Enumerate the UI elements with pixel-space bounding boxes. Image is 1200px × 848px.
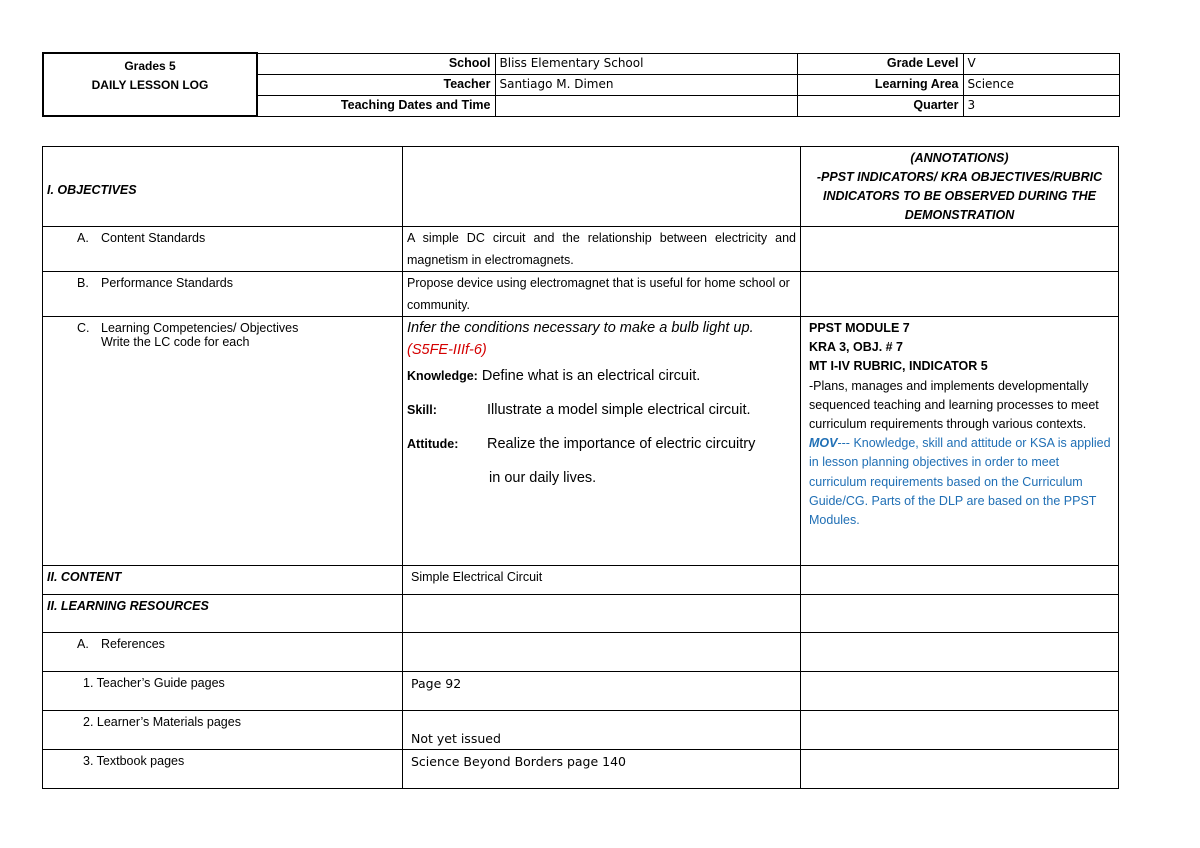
textbook-annotation xyxy=(801,750,1119,789)
quarter-value: 3 xyxy=(963,95,1119,116)
performance-standards-annotation xyxy=(801,272,1119,317)
content-value: Simple Electrical Circuit xyxy=(403,566,801,595)
attitude-value: Realize the importance of electric circuitry xyxy=(487,436,756,452)
learners-materials-value: Not yet issued xyxy=(403,711,801,750)
teacher-label: Teacher xyxy=(257,74,495,95)
learning-competencies-value xyxy=(403,317,801,566)
learning-area-label: Learning Area xyxy=(797,74,963,95)
lc-code: (S5FE-IIIf-6) xyxy=(407,342,487,358)
item-label: Content Standards xyxy=(101,231,206,245)
skill-label: Skill: xyxy=(407,403,437,417)
content-row xyxy=(43,566,1119,595)
knowledge-line xyxy=(407,365,796,387)
log-title xyxy=(43,53,257,116)
learning-competencies-annotation xyxy=(801,317,1119,566)
lc-statement: Infer the conditions necessary to make a bulb light up. xyxy=(407,320,754,336)
grade-title: Grades 5 xyxy=(124,59,176,73)
content-standards-label xyxy=(43,227,403,272)
references-row xyxy=(43,633,1119,672)
references-annotation xyxy=(801,633,1119,672)
skill-value: Illustrate a model simple electrical circuit. xyxy=(487,402,751,418)
teaching-dates-value xyxy=(495,95,797,116)
learning-resources-row xyxy=(43,595,1119,633)
learners-materials-row xyxy=(43,711,1119,750)
knowledge-value: Define what is an electrical circuit. xyxy=(481,368,701,384)
content-heading: II. CONTENT xyxy=(43,566,403,595)
teaching-dates-label: Teaching Dates and Time xyxy=(257,95,495,116)
item-marker: C. xyxy=(77,321,90,335)
item-label: References xyxy=(101,637,165,651)
kra-objective: KRA 3, OBJ. # 7 xyxy=(809,340,904,355)
teachers-guide-value: Page 92 xyxy=(403,672,801,711)
item-marker: B. xyxy=(77,276,89,290)
mov-label: MOV xyxy=(809,436,838,451)
content-annotation xyxy=(801,566,1119,595)
mov-text: --- Knowledge, skill and attitude or KSA is applied in lesson planning objectives in order to meet curriculum requirements based on the Curriculum Guide/CG. Parts of the DLP are based on the PPST Modules. xyxy=(809,436,1111,528)
references-value xyxy=(403,633,801,672)
learning-area-value: Science xyxy=(963,74,1119,95)
indicator-description: -Plans, manages and implements developmentally sequenced teaching and learning processes to meet curriculum requirements through various contexts. xyxy=(809,378,1099,432)
ppst-module: PPST MODULE 7 xyxy=(809,321,910,335)
rubric-indicator: MT I-IV RUBRIC, INDICATOR 5 xyxy=(809,359,988,374)
learning-resources-annotation xyxy=(801,595,1119,633)
annotations-title: (ANNOTATIONS) xyxy=(910,151,1009,165)
textbook-row xyxy=(43,750,1119,789)
lesson-log-table xyxy=(42,146,1119,789)
school-label: School xyxy=(257,53,495,74)
school-value: Bliss Elementary School xyxy=(495,53,797,74)
content-standards-row xyxy=(43,227,1119,272)
annotations-description: -PPST INDICATORS/ KRA OBJECTIVES/RUBRIC INDICATORS TO BE OBSERVED DURING THE DEMONSTRATION xyxy=(816,170,1103,222)
learners-materials-label: 2. Learner’s Materials pages xyxy=(43,711,403,750)
quarter-label: Quarter xyxy=(797,95,963,116)
mov-note xyxy=(809,434,1114,530)
objectives-row xyxy=(43,147,1119,227)
objectives-heading: I. OBJECTIVES xyxy=(43,147,403,227)
item-label: Performance Standards xyxy=(101,276,234,290)
teachers-guide-row xyxy=(43,672,1119,711)
attitude-value-continued: in our daily lives. xyxy=(489,470,597,486)
grade-level-label: Grade Level xyxy=(797,53,963,74)
log-type-title: DAILY LESSON LOG xyxy=(91,78,209,92)
references-label xyxy=(43,633,403,672)
teachers-guide-label: 1. Teacher’s Guide pages xyxy=(43,672,403,711)
performance-standards-label xyxy=(43,272,403,317)
item-marker: A. xyxy=(77,231,89,245)
learning-resources-value xyxy=(403,595,801,633)
attitude-label: Attitude: xyxy=(407,437,459,451)
skill-line xyxy=(407,399,796,421)
grade-level-value: V xyxy=(963,53,1119,74)
performance-standards-value: Propose device using electromagnet that is useful for home school or community. xyxy=(403,272,801,317)
content-standards-value: A simple DC circuit and the relationship between electricity and magnetism in electromagnets. xyxy=(403,227,801,272)
annotations-header xyxy=(801,147,1119,227)
attitude-line xyxy=(407,433,796,455)
learning-competencies-row xyxy=(43,317,1119,566)
knowledge-label: Knowledge: xyxy=(407,369,478,383)
content-standards-annotation xyxy=(801,227,1119,272)
item-label: Learning Competencies/ Objectives xyxy=(101,321,299,335)
teachers-guide-annotation xyxy=(801,672,1119,711)
teacher-value: Santiago M. Dimen xyxy=(495,74,797,95)
performance-standards-row xyxy=(43,272,1119,317)
objectives-middle-cell xyxy=(403,147,801,227)
learning-competencies-label xyxy=(43,317,403,566)
header-table xyxy=(42,52,1120,117)
learners-materials-annotation xyxy=(801,711,1119,750)
item-sublabel: Write the LC code for each xyxy=(101,335,250,349)
textbook-label: 3. Textbook pages xyxy=(43,750,403,789)
learning-resources-heading: II. LEARNING RESOURCES xyxy=(43,595,403,633)
textbook-value: Science Beyond Borders page 140 xyxy=(403,750,801,789)
item-marker: A. xyxy=(77,637,89,651)
